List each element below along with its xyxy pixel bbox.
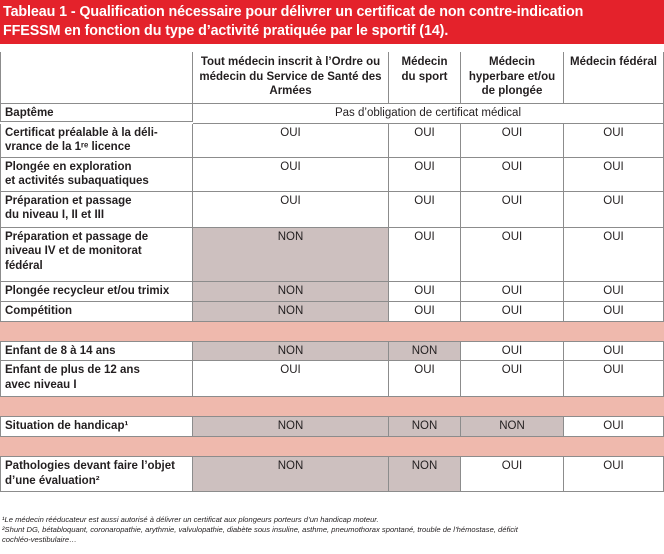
header-empty (0, 52, 193, 104)
value-cell: OUI (389, 158, 461, 192)
value-cell: OUI (564, 302, 664, 322)
row-label: Enfant de 8 à 14 ans (0, 342, 193, 361)
value-cell: OUI (193, 158, 389, 192)
value-cell: NON (193, 342, 389, 362)
footnote-1: ¹Le médecin rééducateur est aussi autorisé à délivrer un certificat aux plongeurs porteurs d’un handicap moteur. (2, 515, 379, 524)
value-cell: OUI (564, 124, 664, 158)
value-cell: OUI (564, 342, 664, 362)
row-label: Préparation et passage du niveau I, II et III (0, 192, 193, 228)
value-cell: OUI (461, 192, 564, 228)
row-label-bapteme: Baptême (0, 104, 193, 122)
table-title-line-2: FFESSM en fonction du type d’activité pratiquée par le sportif (14). (3, 23, 449, 39)
value-cell: NON (193, 457, 389, 492)
footnotes (2, 515, 662, 545)
value-cell: NON (193, 417, 389, 437)
table-title-line-1: Tableau 1 - Qualification nécessaire pour délivrer un certificat de non contre-indication (3, 4, 584, 20)
section-separator (0, 322, 664, 342)
value-cell: OUI (564, 228, 664, 282)
row-label: Compétition (0, 302, 193, 322)
section-separator (0, 437, 664, 457)
row-label: Préparation et passage de niveau IV et de monitorat fédéral (0, 228, 193, 282)
table-title (0, 0, 664, 44)
value-cell: OUI (193, 361, 389, 397)
value-cell: NON (461, 417, 564, 437)
value-cell: OUI (461, 457, 564, 492)
value-cell: OUI (389, 302, 461, 322)
value-cell: OUI (564, 282, 664, 302)
value-cell: NON (193, 228, 389, 282)
value-cell: NON (193, 282, 389, 302)
row-label: Enfant de plus de 12 ans avec niveau I (0, 361, 193, 397)
header-medecin-federal: Médecin fédéral (564, 52, 664, 104)
value-cell: OUI (193, 124, 389, 158)
row-label: Certificat préalable à la déli- vrance de la 1ʳᵉ licence (0, 124, 193, 158)
row-label: Pathologies devant faire l’objet d’une évaluation² (0, 457, 193, 492)
value-cell: OUI (389, 124, 461, 158)
value-cell: OUI (389, 228, 461, 282)
value-cell: OUI (564, 457, 664, 492)
value-cell: OUI (564, 361, 664, 397)
header-medecin-hyperbare: Médecin hyperbare et/ou de plongée (461, 52, 564, 104)
value-cell: NON (389, 457, 461, 492)
value-cell: NON (193, 302, 389, 322)
header-medecin-sport: Médecin du sport (389, 52, 461, 104)
footnote-2-continued: cochléo-vestibulaire… (2, 535, 77, 544)
bapteme-note: Pas d’obligation de certificat médical (193, 104, 664, 124)
row-label: Situation de handicap¹ (0, 417, 193, 437)
value-cell: OUI (461, 302, 564, 322)
value-cell: OUI (193, 192, 389, 228)
footnote-2: ²Shunt DG, bétabloquant, coronaropathie, arythmie, valvulopathie, diabète sous insuline, asthme, pneumothorax spontané, trouble de l’hémostase, déficit (2, 525, 518, 534)
value-cell: OUI (564, 417, 664, 437)
section-separator (0, 397, 664, 417)
header-tout-medecin: Tout médecin inscrit à l’Ordre ou médecin du Service de Santé des Armées (193, 52, 389, 104)
value-cell: NON (389, 417, 461, 437)
value-cell: OUI (461, 342, 564, 362)
qualification-table (0, 52, 664, 492)
row-label: Plongée en exploration et activités subaquatiques (0, 158, 193, 192)
value-cell: OUI (389, 282, 461, 302)
value-cell: OUI (461, 228, 564, 282)
value-cell: OUI (389, 361, 461, 397)
value-cell: OUI (461, 361, 564, 397)
value-cell: OUI (461, 124, 564, 158)
value-cell: NON (389, 342, 461, 362)
value-cell: OUI (461, 282, 564, 302)
row-label: Plongée recycleur et/ou trimix (0, 282, 193, 302)
value-cell: OUI (564, 192, 664, 228)
value-cell: OUI (389, 192, 461, 228)
value-cell: OUI (461, 158, 564, 192)
value-cell: OUI (564, 158, 664, 192)
